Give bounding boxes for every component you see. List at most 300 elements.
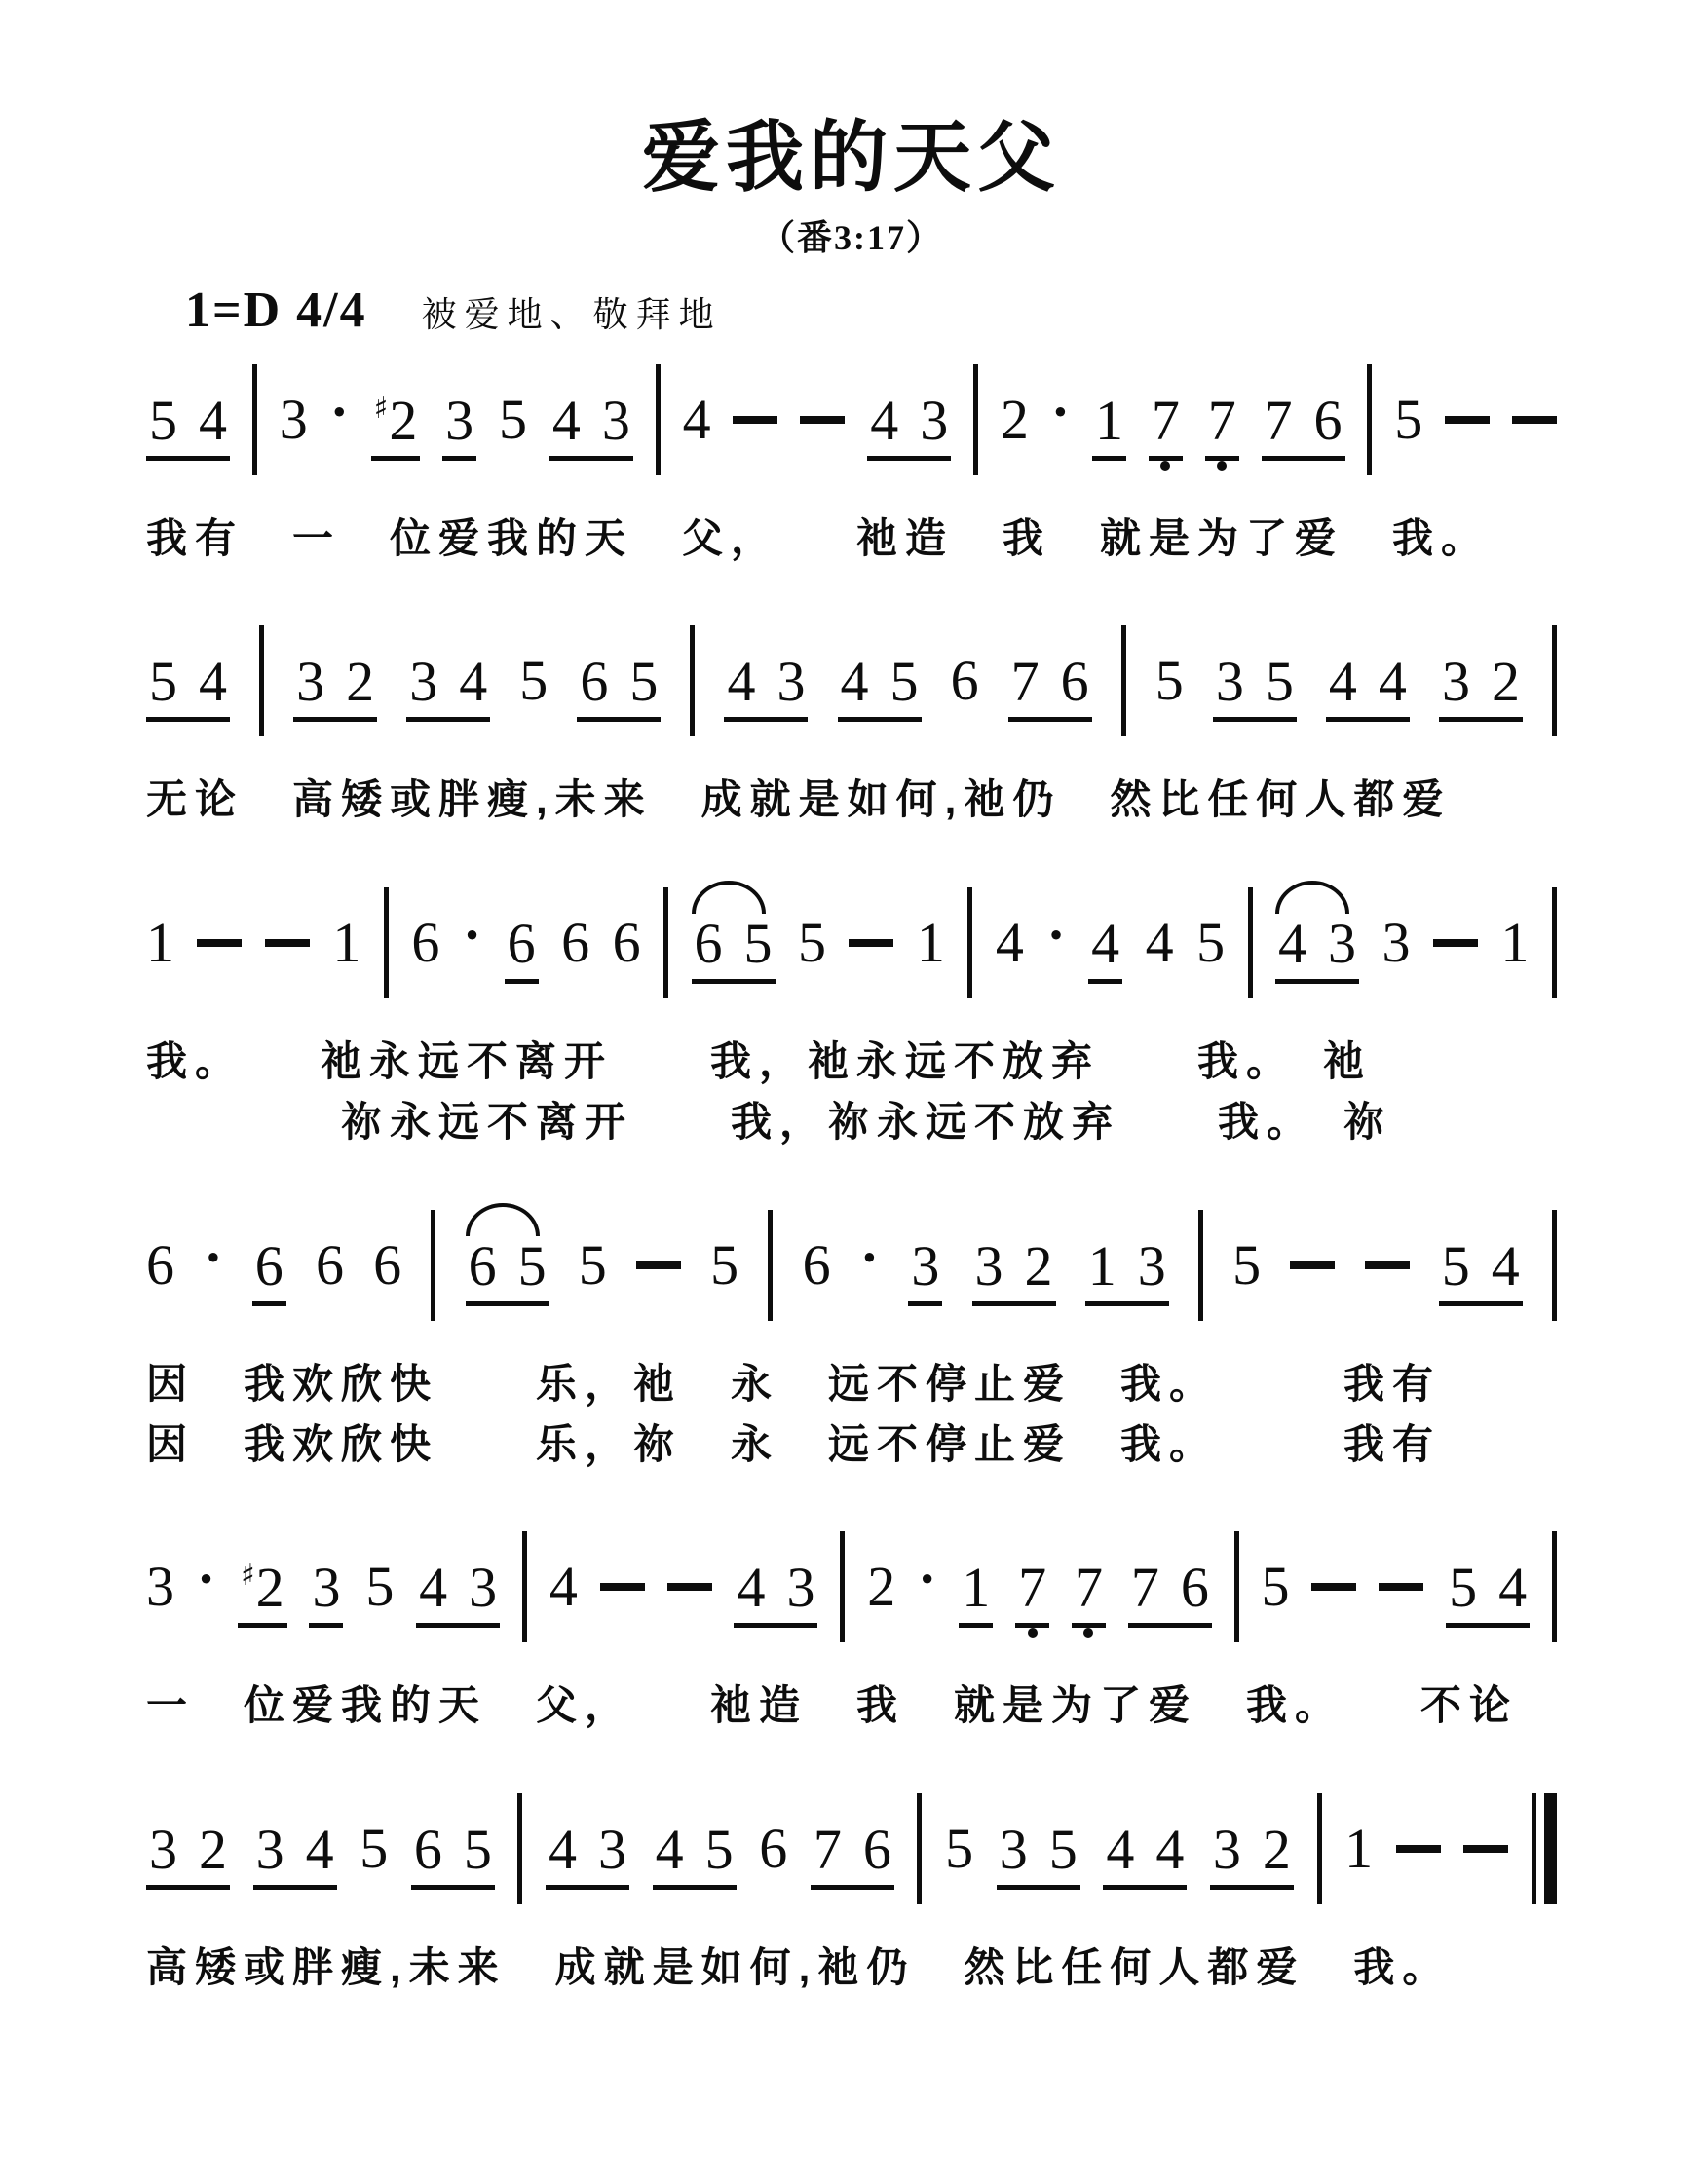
music-note — [1491, 1233, 1520, 1298]
beamed-group — [253, 1817, 337, 1890]
note-number: 5 — [710, 1232, 739, 1297]
sharp-accidental-icon: ♯ — [373, 392, 389, 426]
music-note — [199, 650, 227, 714]
music-note — [727, 650, 756, 714]
barline — [973, 364, 978, 475]
music-note — [445, 389, 474, 452]
music-note — [199, 389, 227, 452]
lyric-line: 无论 高矮或胖瘦,未来 成就是如何,祂仍 然比任何人都爱 — [146, 776, 1452, 823]
music-note — [1087, 1233, 1116, 1298]
barline — [252, 364, 257, 475]
beamed-group — [867, 389, 951, 461]
note-number: 6 — [468, 1233, 497, 1298]
music-line — [146, 1782, 1557, 1916]
music-note — [962, 1556, 991, 1620]
note-number: 2 — [1262, 1817, 1291, 1881]
note-number: 7 — [1010, 650, 1040, 714]
music-note — [743, 911, 773, 975]
note-number: 5 — [517, 1233, 547, 1298]
music-note — [1381, 910, 1411, 974]
note-number: 5 — [1261, 1555, 1290, 1619]
music-note — [1106, 1817, 1135, 1881]
note-number: 3 — [255, 1817, 284, 1881]
music-note — [1060, 650, 1089, 714]
music-note — [682, 388, 711, 451]
music-note — [468, 1233, 497, 1298]
music-note — [862, 1817, 891, 1881]
music-note — [413, 1817, 442, 1881]
note-number: 1 — [1500, 910, 1530, 974]
augmentation-dot: · — [329, 380, 349, 443]
music-note — [146, 1232, 174, 1297]
note-number: 6 — [802, 1232, 831, 1297]
barline — [656, 364, 661, 475]
key-line — [185, 282, 1557, 339]
music-note — [629, 650, 659, 714]
barline — [1248, 887, 1253, 998]
note-number: 7 — [1151, 389, 1180, 452]
note-number: 2 — [1024, 1233, 1053, 1298]
music-note — [578, 1232, 607, 1297]
note-number: 3 — [786, 1556, 815, 1620]
beamed-group — [1008, 650, 1092, 722]
beamed-group — [1439, 650, 1523, 722]
note-number: 5 — [1048, 1817, 1078, 1881]
music-note — [315, 1232, 344, 1297]
music-note — [813, 1817, 842, 1881]
note-number: 5 — [365, 1555, 395, 1619]
beamed-group — [411, 1817, 495, 1890]
music-note — [737, 1556, 766, 1620]
barline — [768, 1210, 773, 1321]
tie-arc — [1275, 881, 1349, 914]
music-line — [146, 876, 1557, 1010]
note-number: 5 — [149, 650, 177, 714]
music-note — [1328, 650, 1357, 714]
note-number: 4 — [459, 650, 488, 714]
beamed-group — [1439, 1233, 1523, 1306]
note-number: 3 — [974, 1233, 1003, 1298]
note-number: 6 — [1060, 650, 1089, 714]
music-note — [870, 389, 899, 452]
music-note — [1498, 1556, 1528, 1620]
beamed-group — [734, 1556, 817, 1628]
note-number: 5 — [463, 1817, 492, 1881]
music-note — [519, 649, 549, 713]
beamed-group — [724, 650, 808, 722]
note-number: 6 — [612, 910, 641, 974]
music-note — [1137, 1233, 1166, 1298]
beamed-group — [908, 1233, 942, 1306]
music-note — [507, 911, 536, 975]
music-note — [1265, 650, 1294, 714]
note-number: 3 — [601, 389, 630, 452]
note-number: 4 — [727, 650, 756, 714]
note-number: 5 — [1441, 1233, 1470, 1298]
note-number: 4 — [995, 910, 1024, 974]
beamed-group-with-tie — [1275, 911, 1359, 984]
note-number: 5 — [629, 650, 659, 714]
beamed-group-with-tie — [466, 1233, 549, 1306]
note-number: 5 — [360, 1816, 389, 1880]
note-number: 6 — [580, 650, 609, 714]
note-number: 4 — [1155, 1817, 1185, 1881]
barline — [1121, 625, 1126, 736]
note-number: 2 — [867, 1555, 896, 1619]
music-note — [797, 910, 826, 974]
note-number: 3 — [598, 1817, 627, 1881]
note-number: 4 — [199, 389, 227, 452]
music-note — [1344, 1816, 1374, 1880]
music-note — [920, 389, 949, 452]
beamed-group-with-tie — [692, 911, 776, 984]
low-octave-dot — [1217, 461, 1227, 471]
lyric-line: 我。 祂永远不离开 我，祂永远不放弃 我。 祂 — [146, 1037, 1373, 1084]
song-title: 爱我的天父 — [642, 114, 1061, 201]
beamed-group — [653, 1817, 737, 1890]
music-note — [1313, 389, 1343, 452]
beamed-group — [146, 650, 230, 722]
music-note — [802, 1232, 831, 1297]
note-number: 5 — [578, 1232, 607, 1297]
note-number: 3 — [312, 1556, 341, 1620]
note-number: 3 — [920, 389, 949, 452]
augmentation-dot: · — [918, 1547, 937, 1611]
note-number: 4 — [682, 388, 711, 451]
music-note — [561, 910, 590, 974]
note-number: 5 — [1232, 1232, 1262, 1297]
beamed-group — [546, 1817, 629, 1890]
barline — [517, 1793, 522, 1904]
beamed-group — [1015, 1556, 1049, 1628]
music-note — [149, 389, 177, 452]
music-note — [1278, 911, 1306, 975]
music-note — [974, 1233, 1003, 1298]
music-note — [1378, 650, 1407, 714]
note-number: 1 — [332, 910, 361, 974]
music-note — [549, 1817, 578, 1881]
music-note — [1212, 1817, 1241, 1881]
music-note — [365, 1555, 395, 1619]
music-note — [146, 910, 174, 974]
note-number: 4 — [551, 389, 581, 452]
beamed-group — [371, 389, 421, 461]
note-number: 3 — [911, 1233, 940, 1298]
barline — [967, 887, 972, 998]
music-note — [1261, 1555, 1290, 1619]
barline — [1234, 1531, 1239, 1642]
note-number: 3 — [1212, 1817, 1241, 1881]
note-number: 4 — [419, 1556, 448, 1620]
duration-dash — [1379, 1583, 1423, 1591]
note-number: 6 — [146, 1232, 174, 1297]
note-number: 3 — [409, 650, 438, 714]
music-note — [945, 1816, 974, 1880]
note-number: 3 — [999, 1817, 1028, 1881]
music-note — [1130, 1556, 1159, 1620]
music-note — [1154, 649, 1184, 713]
music-note — [867, 1555, 896, 1619]
beamed-group — [997, 1817, 1080, 1890]
note-number: 1 — [1087, 1233, 1116, 1298]
note-number: 3 — [469, 1556, 498, 1620]
final-barline — [1532, 1793, 1557, 1904]
music-note — [551, 389, 581, 452]
beamed-group — [1262, 389, 1345, 461]
music-note — [655, 1817, 684, 1881]
music-note — [149, 1817, 177, 1881]
music-note — [1196, 910, 1226, 974]
barline — [1198, 1210, 1203, 1321]
beamed-group — [1326, 650, 1410, 722]
note-number: 6 — [411, 910, 440, 974]
note-number: 5 — [743, 911, 773, 975]
music-note — [1264, 389, 1293, 452]
lyric-line: 高矮或胖瘦,未来 成就是如何,祂仍 然比任何人都爱 我。 — [146, 1943, 1452, 1990]
music-note — [305, 1817, 334, 1881]
note-number: 3 — [1441, 650, 1470, 714]
music-note — [199, 1817, 227, 1881]
music-note — [1010, 650, 1040, 714]
music-note — [1155, 1817, 1185, 1881]
barline — [1552, 1210, 1557, 1321]
note-number: 1 — [146, 910, 174, 974]
beamed-group — [1088, 911, 1122, 984]
music-note — [999, 1817, 1028, 1881]
duration-dash — [1512, 416, 1557, 424]
music-note — [1232, 1232, 1262, 1297]
barline — [431, 1210, 435, 1321]
lyric-line: 一 位爱我的天 父， 祂造 我 就是为了爱 我。 不论 — [146, 1682, 1519, 1729]
music-line — [146, 1520, 1557, 1654]
music-note — [1180, 1556, 1209, 1620]
barline — [384, 887, 389, 998]
music-note — [459, 650, 488, 714]
note-number: 4 — [655, 1817, 684, 1881]
music-note — [549, 1555, 578, 1619]
music-note — [598, 1817, 627, 1881]
note-number: 2 — [346, 650, 375, 714]
beamed-group — [1149, 389, 1183, 461]
note-number: 7 — [1264, 389, 1293, 452]
note-number: 7 — [1130, 1556, 1159, 1620]
final-barline-thin — [1532, 1793, 1536, 1904]
note-number: 7 — [1207, 389, 1236, 452]
note-number: 1 — [916, 910, 945, 974]
music-note — [950, 649, 979, 713]
barline — [1552, 625, 1557, 736]
duration-dash — [1311, 1583, 1356, 1591]
music-note — [296, 650, 325, 714]
note-number: 4 — [1106, 1817, 1135, 1881]
duration-dash — [600, 1583, 645, 1591]
beamed-group — [442, 389, 476, 461]
music-note — [759, 1816, 788, 1880]
beamed-group — [1103, 1817, 1187, 1890]
note-number: 4 — [1091, 911, 1120, 975]
note-number: 5 — [499, 388, 528, 451]
barline — [1552, 1531, 1557, 1642]
note-number: 6 — [759, 1816, 788, 1880]
augmentation-dot: · — [1050, 380, 1071, 443]
note-number: 3 — [149, 1817, 177, 1881]
music-note — [255, 1817, 284, 1881]
note-number: 6 — [315, 1232, 344, 1297]
music-note — [1048, 1817, 1078, 1881]
duration-dash — [1365, 1261, 1410, 1269]
music-note — [146, 1555, 174, 1619]
beamed-group — [838, 650, 922, 722]
barline — [1367, 364, 1372, 475]
note-number: 4 — [840, 650, 869, 714]
note-number: 4 — [305, 1817, 334, 1881]
beamed-group — [1092, 389, 1126, 461]
note-number: 2 — [1491, 650, 1520, 714]
music-note — [694, 911, 723, 975]
barline — [259, 625, 264, 736]
music-note — [916, 910, 945, 974]
note-number: 2 — [389, 389, 418, 452]
music-note — [409, 650, 438, 714]
music-note — [612, 910, 641, 974]
note-number: 2 — [199, 1817, 227, 1881]
music-note — [373, 1232, 402, 1297]
music-note — [710, 1232, 739, 1297]
music-note — [241, 1556, 284, 1620]
lyric-line: 因 我欢欣快 乐，祢 永 远不停止爱 我。 我有 — [146, 1420, 1442, 1467]
beamed-group — [1446, 1556, 1530, 1628]
beamed-group — [238, 1556, 287, 1628]
music-note — [889, 650, 919, 714]
note-number: 4 — [1278, 911, 1306, 975]
music-note — [1441, 1233, 1470, 1298]
music-note — [1500, 910, 1530, 974]
augmentation-dot: · — [204, 1224, 223, 1289]
note-number: 3 — [1215, 650, 1244, 714]
sharp-accidental-icon: ♯ — [241, 1559, 255, 1594]
note-number: 7 — [813, 1817, 842, 1881]
music-note — [149, 650, 177, 714]
note-number: 5 — [1154, 649, 1184, 713]
music-line — [146, 1198, 1557, 1333]
tie-arc — [466, 1203, 540, 1236]
low-octave-dot — [1028, 1628, 1038, 1638]
beamed-group — [1205, 389, 1239, 461]
note-number: 6 — [1180, 1556, 1209, 1620]
barline — [917, 1793, 922, 1904]
note-number: 6 — [373, 1232, 402, 1297]
final-barline-thick — [1544, 1793, 1557, 1904]
note-number: 3 — [296, 650, 325, 714]
duration-dash — [1396, 1845, 1441, 1853]
music-note — [1491, 650, 1520, 714]
beamed-group — [959, 1556, 993, 1628]
beamed-group — [1213, 650, 1297, 722]
beamed-group — [811, 1817, 894, 1890]
note-number: 1 — [1094, 389, 1123, 452]
duration-dash — [636, 1261, 681, 1269]
note-number: 6 — [694, 911, 723, 975]
augmentation-dot: · — [196, 1547, 216, 1611]
duration-dash — [197, 939, 242, 947]
scripture-reference: （番3:17） — [760, 218, 943, 257]
note-number: 3 — [445, 389, 474, 452]
note-number: 4 — [737, 1556, 766, 1620]
note-number: 6 — [413, 1817, 442, 1881]
lyric-line: 祢永远不离开 我，祢永远不放弃 我。 祢 — [146, 1099, 1393, 1146]
note-number: 3 — [1137, 1233, 1166, 1298]
note-number: 4 — [1498, 1556, 1528, 1620]
music-note — [373, 389, 418, 452]
note-number: 4 — [199, 650, 227, 714]
music-note — [279, 388, 308, 451]
note-number: 5 — [945, 1816, 974, 1880]
music-note — [1215, 650, 1244, 714]
note-number: 3 — [279, 388, 308, 451]
beamed-group — [972, 1233, 1056, 1306]
note-number: 3 — [776, 650, 806, 714]
expression-marking: 被爱地、敬拜地 — [421, 295, 722, 334]
music-note — [786, 1556, 815, 1620]
barline — [690, 625, 695, 736]
music-note — [601, 389, 630, 452]
beamed-group — [309, 1556, 343, 1628]
beamed-group — [146, 1817, 230, 1890]
barline — [522, 1531, 527, 1642]
barline — [663, 887, 668, 998]
beamed-group — [1210, 1817, 1294, 1890]
music-note — [360, 1816, 389, 1880]
beamed-group — [1072, 1556, 1106, 1628]
note-number: 5 — [797, 910, 826, 974]
note-number: 5 — [1196, 910, 1226, 974]
note-number: 4 — [1378, 650, 1407, 714]
tie-arc — [692, 881, 766, 914]
music-note — [411, 910, 440, 974]
note-number: 4 — [1328, 650, 1357, 714]
music-note — [580, 650, 609, 714]
music-note — [1074, 1556, 1103, 1620]
music-note — [463, 1817, 492, 1881]
note-number: 6 — [862, 1817, 891, 1881]
note-number: 6 — [507, 911, 536, 975]
note-number: 7 — [1018, 1556, 1047, 1620]
key-and-time-signature: 1=D 4/4 — [185, 282, 367, 338]
beamed-group — [252, 1233, 286, 1306]
note-number: 3 — [146, 1555, 174, 1619]
music-note — [1328, 911, 1356, 975]
note-number: 1 — [962, 1556, 991, 1620]
music-note — [1151, 389, 1180, 452]
music-note — [419, 1556, 448, 1620]
augmentation-dot: · — [1046, 902, 1066, 966]
music-note — [1091, 911, 1120, 975]
beamed-group — [146, 389, 230, 461]
note-number: 5 — [1394, 388, 1423, 451]
music-note — [704, 1817, 734, 1881]
beamed-group — [416, 1556, 500, 1628]
low-octave-dot — [1083, 1628, 1093, 1638]
score — [146, 353, 1557, 1992]
music-note — [312, 1556, 341, 1620]
note-number: 5 — [149, 389, 177, 452]
note-number: 5 — [704, 1817, 734, 1881]
duration-dash — [1463, 1845, 1508, 1853]
music-note — [332, 910, 361, 974]
music-line — [146, 614, 1557, 748]
beamed-group — [406, 650, 490, 722]
music-note — [1262, 1817, 1291, 1881]
